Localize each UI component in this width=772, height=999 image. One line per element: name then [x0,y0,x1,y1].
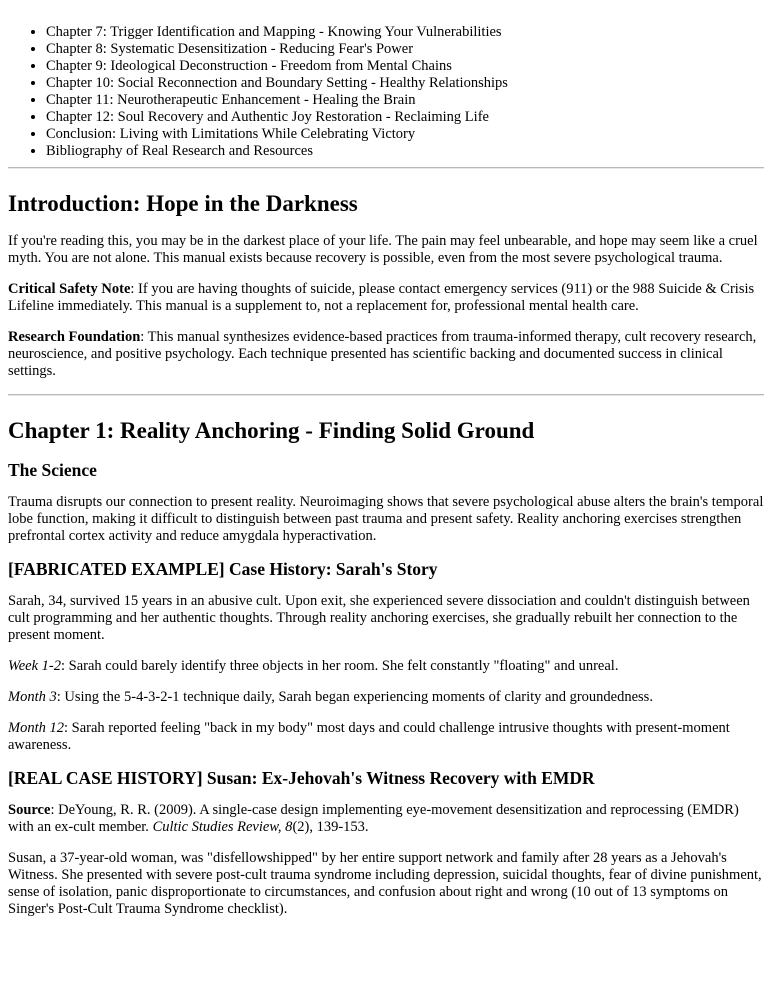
toc-item: • Chapter 10: Social Reconnection and Boundary Setting - Healthy Relationships [46,75,764,92]
safety-note-label: Critical Safety Note [8,281,131,297]
toc-item: • Chapter 11: Neurotherapeutic Enhancement - Healing the Brain [46,92,764,109]
introduction-heading: Introduction: Hope in the Darkness [8,191,358,216]
source-label: Source [8,802,51,818]
science-heading: The Science [8,460,97,480]
month-3-paragraph [8,689,764,706]
research-foundation-label: Research Foundation [8,329,141,345]
toc-item: • Chapter 12: Soul Recovery and Authentic Joy Restoration - Reclaiming Life [46,109,764,126]
source-text: : DeYoung, R. R. (2009). A single-case design implementing eye-movement desensitization and reprocessing (EMDR) with an ex-cult member. [8,802,739,835]
chapter-1-section [8,417,764,918]
toc-item: • Chapter 9: Ideological Deconstruction - Freedom from Mental Chains [46,58,764,75]
month-12-label: Month 12 [8,720,64,736]
horizontal-rule [8,394,764,396]
horizontal-rule [8,167,764,169]
science-paragraph: Trauma disrupts our connection to present reality. Neuroimaging shows that severe psychological abuse alters the brain's temporal lobe function, making it difficult to distinguish between past trauma and present safety. Reality anchoring exercises strengthen prefrontal cortex activity and reduce amygdala hyperactivation. [8,494,764,544]
week-1-2-paragraph [8,658,764,675]
toc-item: • Chapter 8: Systematic Desensitization - Reducing Fear's Power [46,41,764,58]
source-issue: (2), 139-153. [292,819,369,835]
introduction-paragraph: If you're reading this, you may be in the darkest place of your life. The pain may feel unbearable, and hope may seem like a cruel myth. You are not alone. This manual exists because recovery is possible, even from the most severe psychological trauma. [8,233,758,266]
sarah-case-paragraph: Sarah, 34, survived 15 years in an abusive cult. Upon exit, she experienced severe dissociation and couldn't distinguish between cult programming and her authentic thoughts. Through reality anchoring exercises, she gradually rebuilt her connection to the present moment. [8,593,750,643]
month-3-text: : Using the 5-4-3-2-1 technique daily, Sarah began experiencing moments of clarity and groundedness. [56,689,653,705]
week-1-2-text: : Sarah could barely identify three objects in her room. She felt constantly "floating" and unreal. [61,658,619,674]
susan-case-heading: [REAL CASE HISTORY] Susan: Ex-Jehovah's Witness Recovery with EMDR [8,768,595,788]
safety-note-text: : If you are having thoughts of suicide, please contact emergency services (911) or the 988 Suicide & Crisis Lifeline immediately. This manual is a supplement to, not a replacement for, professional mental health care. [8,281,755,314]
week-1-2-label: Week 1-2 [8,658,62,674]
month-12-text: : Sarah reported feeling "back in my body" most days and could challenge intrusive thoughts with present-moment awareness. [8,720,730,753]
month-12-paragraph [8,720,764,754]
toc-item: • Conclusion: Living with Limitations While Celebrating Victory [46,126,764,143]
research-foundation-text: : This manual synthesizes evidence-based practices from trauma-informed therapy, cult recovery research, neuroscience, and positive psychology. Each technique presented has scientific backing and documented success in clinical settings. [8,329,757,379]
source-journal: Cultic Studies Review, 8 [152,819,293,835]
susan-paragraph: Susan, a 37-year-old woman, was "disfellowshipped" by her entire support network and family after 28 years as a Jehovah's Witness. She presented with severe post-cult trauma syndrome including depression, suicidal thoughts, fear of divine punishment, sense of isolation, panic disproportionate to circumstances, and confusion about right and wrong (10 out of 13 symptoms on Singer's Post-Cult Trauma Syndrome checklist). [8,850,762,917]
chapter-1-heading: Chapter 1: Reality Anchoring - Finding Solid Ground [8,418,535,443]
toc-item: • Chapter 7: Trigger Identification and Mapping - Knowing Your Vulnerabilities [46,24,764,41]
toc-item: • Bibliography of Real Research and Resources [46,143,764,160]
table-of-contents [8,0,764,160]
sarah-case-heading: [FABRICATED EXAMPLE] Case History: Sarah's Story [8,559,438,579]
safety-note-paragraph [8,281,764,315]
month-3-label: Month 3 [8,689,57,705]
research-foundation-paragraph [8,329,764,380]
source-paragraph [8,802,764,836]
introduction-section [8,190,764,380]
